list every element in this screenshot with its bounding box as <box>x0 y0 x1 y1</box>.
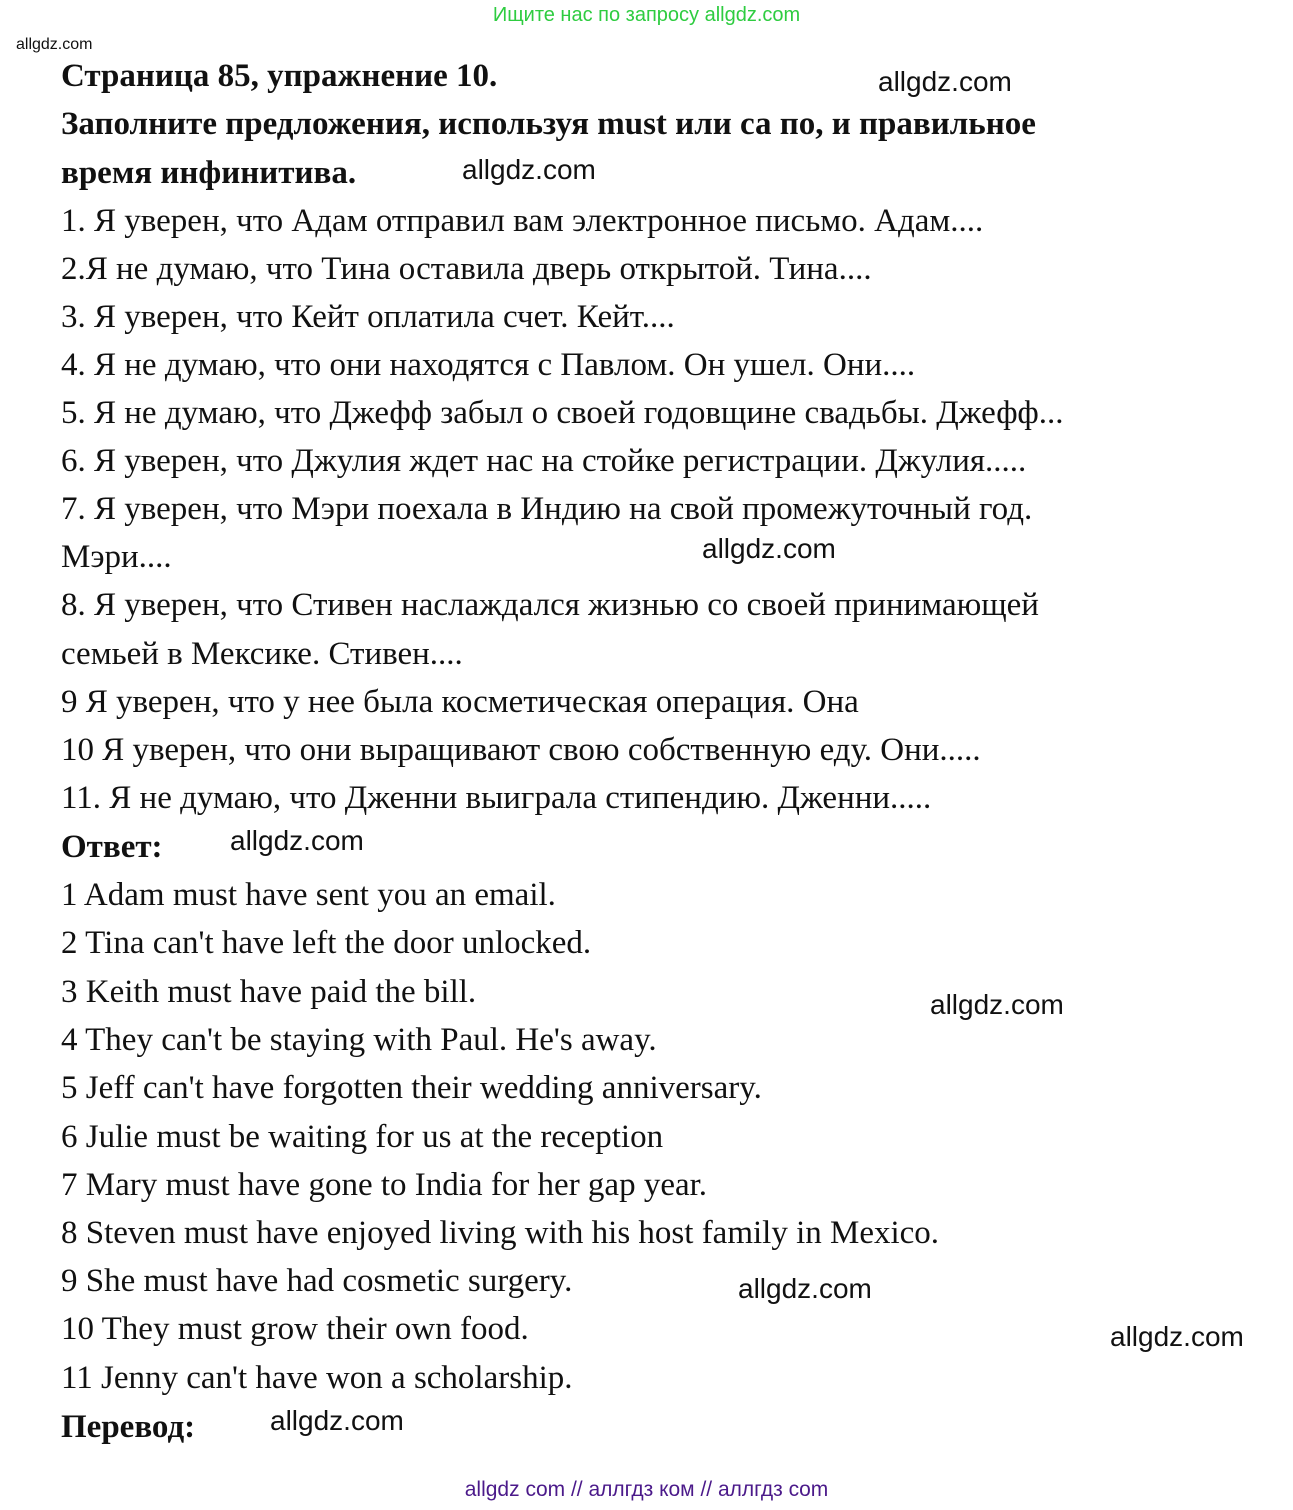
answer-item: 2 Tina can't have left the door unlocked. <box>61 925 592 961</box>
answer-item: 1 Adam must have sent you an email. <box>61 877 556 913</box>
instruction-line-1: Заполните предложения, используя must или са по, и правильное <box>61 106 1036 142</box>
instruction-line-2: время инфинитива. <box>61 155 357 191</box>
answer-item: 7 Mary must have gone to India for her gap year. <box>61 1167 708 1203</box>
top-banner[interactable]: Ищите нас по запросу allgdz.com <box>492 4 801 26</box>
exercise-item: 9 Я уверен, что у нее была косметическая операция. Она <box>61 684 859 720</box>
exercise-item: 5. Я не думаю, что Джефф забыл о своей годовщине свадьбы. Джефф... <box>61 395 1064 431</box>
answer-item: 6 Julie must be waiting for us at the reception <box>61 1119 664 1155</box>
watermark: allgdz.com <box>1110 1321 1244 1352</box>
watermark: allgdz.com <box>16 36 93 53</box>
exercise-item: 7. Я уверен, что Мэри поехала в Индию на свой промежуточный год. <box>61 491 1033 527</box>
watermark: allgdz.com <box>270 1405 404 1436</box>
exercise-item: 10 Я уверен, что они выращивают свою собственную еду. Они..... <box>61 732 981 768</box>
exercise-item: семьей в Мексике. Стивен.... <box>61 636 463 672</box>
exercise-item: 6. Я уверен, что Джулия ждет нас на стойке регистрации. Джулия..... <box>61 443 1027 479</box>
exercise-item: 11. Я не думаю, что Дженни выиграла стипендию. Дженни..... <box>61 780 932 816</box>
exercise-item: 8. Я уверен, что Стивен наслаждался жизнью со своей принимающей <box>61 587 1039 623</box>
answer-item: 5 Jeff can't have forgotten their wedding anniversary. <box>61 1070 762 1106</box>
exercise-item: 3. Я уверен, что Кейт оплатила счет. Кейт.... <box>61 299 675 335</box>
translation-label: Перевод: <box>61 1409 196 1445</box>
watermark: allgdz.com <box>738 1273 872 1304</box>
watermark: allgdz.com <box>462 154 596 185</box>
answer-item: 11 Jenny can't have won a scholarship. <box>61 1360 573 1396</box>
page-title: Страница 85, упражнение 10. <box>61 58 498 94</box>
watermark: allgdz.com <box>930 989 1064 1020</box>
exercise-item: 1. Я уверен, что Адам отправил вам электронное письмо. Адам.... <box>61 203 984 239</box>
watermark: allgdz.com <box>230 825 364 856</box>
footer-links[interactable]: allgdz com // аллгдз ком // аллгдз com <box>464 1478 829 1501</box>
answer-label: Ответ: <box>61 829 163 865</box>
answer-item: 3 Keith must have paid the bill. <box>61 974 477 1010</box>
answer-item: 4 They can't be staying with Paul. He's away. <box>61 1022 657 1058</box>
watermark: allgdz.com <box>702 533 836 564</box>
exercise-item: 4. Я не думаю, что они находятся с Павлом. Он ушел. Они.... <box>61 347 916 383</box>
answer-item: 10 They must grow their own food. <box>61 1311 529 1347</box>
watermark: allgdz.com <box>878 66 1012 97</box>
answer-item: 8 Steven must have enjoyed living with his host family in Mexico. <box>61 1215 940 1251</box>
exercise-item: 2.Я не думаю, что Тина оставила дверь открытой. Тина.... <box>61 251 872 287</box>
answer-item: 9 She must have had cosmetic surgery. <box>61 1263 573 1299</box>
exercise-item: Мэри.... <box>61 539 172 575</box>
